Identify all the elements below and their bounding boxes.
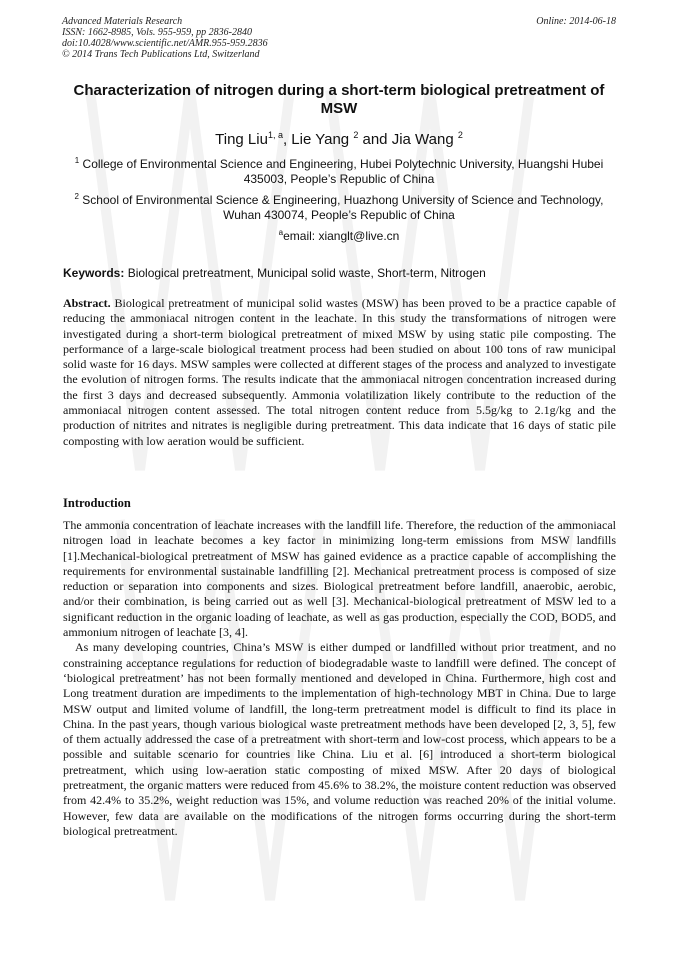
affiliation-1-text: College of Environmental Science and Engineering, Hubei Polytechnic University, Huangshi Hubei 435003, People’s Republic of China xyxy=(79,157,604,186)
email-line xyxy=(60,229,618,244)
issn-line: ISSN: 1662-8985, Vols. 955-959, pp 2836-2840 xyxy=(62,27,252,38)
keywords-text: Biological pretreatment, Municipal solid waste, Short-term, Nitrogen xyxy=(124,266,486,280)
online-date: Online: 2014-06-18 xyxy=(536,16,616,27)
introduction-paragraph-2: As many developing countries, China’s MSW is either dumped or landfilled without prior treatment, and no constraining acceptance regulations for reduction of biodegradable waste to landfill were defined. The concept of ‘biological pretreatment’ has not been formally mentioned and developed in China. Furthermore, high cost and Long treatment duration are impediments to the implementation of high-technology MBT in China. Due to large MSW output and limited volume of landfill, the long-term pretreatment model is difficult to find its place in China. In the past years, though various biological waste pretreatment methods have been developed [2, 3, 5], few of them actually addressed the case of a pretreatment with short-term and low-cost process, which appears to be a possible and suitable scenario for countries like China. Liu et al. [6] introduced a short-term biological pretreatment, which using low-aeration static composting of mixed MSW. After 20 days of biological pretreatment, the organic matters were reduced from 45.6% to 38.2%, the moisture content reduction was observed from 42.4% to 35.2%, weight reduction was 15%, and volume reduction was reached 20% of the initial volume. However, few data are available on the modifications of the nitrogen forms occurring during the short-term biological pretreatment. xyxy=(63,640,616,838)
introduction-body xyxy=(63,518,616,839)
introduction-heading: Introduction xyxy=(63,496,131,510)
doi-line: doi:10.4028/www.scientific.net/AMR.955-959.2836 xyxy=(62,38,268,49)
abstract xyxy=(63,296,616,449)
keywords xyxy=(63,266,616,281)
author-separator-1: , Lie Yang xyxy=(282,131,354,148)
affiliation-2 xyxy=(60,193,618,223)
affiliation-1-number: 1 xyxy=(74,156,80,165)
author-line xyxy=(55,131,623,149)
author-1: Ting Liu xyxy=(215,131,268,148)
introduction-paragraph-1: The ammonia concentration of leachate increases with the landfill life. Therefore, the reduction of the ammoniacal nitrogen load in leachate becomes a key factor in minimizing long-term emissions from MSW landfills [1].Mechanical-biological pretreatment of MSW has gained evidence as a practice capable of accomplishing the requirements for environmental sustainable landfilling [2]. Mechanical pretreatment process is composed of size reduction or separation into components and sizes. Biological pretreatment before landfill, anaerobic, aerobic, and/or their combination, is being carried out as well [3]. Mechanical-biological pretreatment of MSW led to a significant reduction in the organic loading of leachate, as well as gas production, especially the COD, BOD5, and ammonium nitrogen of leachate [3, 4]. xyxy=(63,518,616,640)
author-3-superscript: 2 xyxy=(457,130,463,140)
abstract-label: Abstract. xyxy=(63,296,111,310)
email-superscript: a xyxy=(278,228,284,237)
paper-title: Characterization of nitrogen during a short-term biological pretreatment of MSW xyxy=(73,82,605,117)
abstract-text: Biological pretreatment of municipal solid wastes (MSW) has been proved to be a practice capable of reducing the ammoniacal nitrogen content in the leachate. In this study the transformations of nitrogen were investigated during a short-term biological pretreatment of mixed MSW by using static pile composting. The performance of a large-scale biological treatment process had been studied on about 100 tons of raw municipal solid waste for 16 days. MSW samples were collected at different stages of the process and analyzed to investigate the evolution of nitrogen forms. The results indicate that the ammoniacal nitrogen concentration increased during the first 3 days and decreased subsequently. Ammonia volatilization likely contribute to the reduction of the ammoniacal nitrogen content assessed. The total nitrogen content reduce from 5.5g/kg to 2.1g/kg and the production of nitrites and nitrates is negligible during pretreatment. This data indicate that 16 days of static pile composting with low aeration would be sufficient. xyxy=(63,296,616,448)
email-text: email: xianglt@live.cn xyxy=(283,229,400,243)
affiliation-2-number: 2 xyxy=(74,192,79,201)
affiliation-2-text: School of Environmental Science & Engineering, Huazhong University of Science and Technology, Wuhan 430074, People’s Republic of China xyxy=(78,193,604,222)
affiliation-1 xyxy=(60,157,618,187)
author-2-superscript: 2 xyxy=(353,130,359,140)
keywords-label: Keywords: xyxy=(63,266,125,280)
copyright-line: © 2014 Trans Tech Publications Ltd, Switzerland xyxy=(62,49,260,60)
journal-name: Advanced Materials Research xyxy=(62,16,183,27)
journal-header xyxy=(62,16,616,60)
author-separator-2: and Jia Wang xyxy=(358,131,458,148)
author-1-superscript: 1, a xyxy=(267,130,283,140)
